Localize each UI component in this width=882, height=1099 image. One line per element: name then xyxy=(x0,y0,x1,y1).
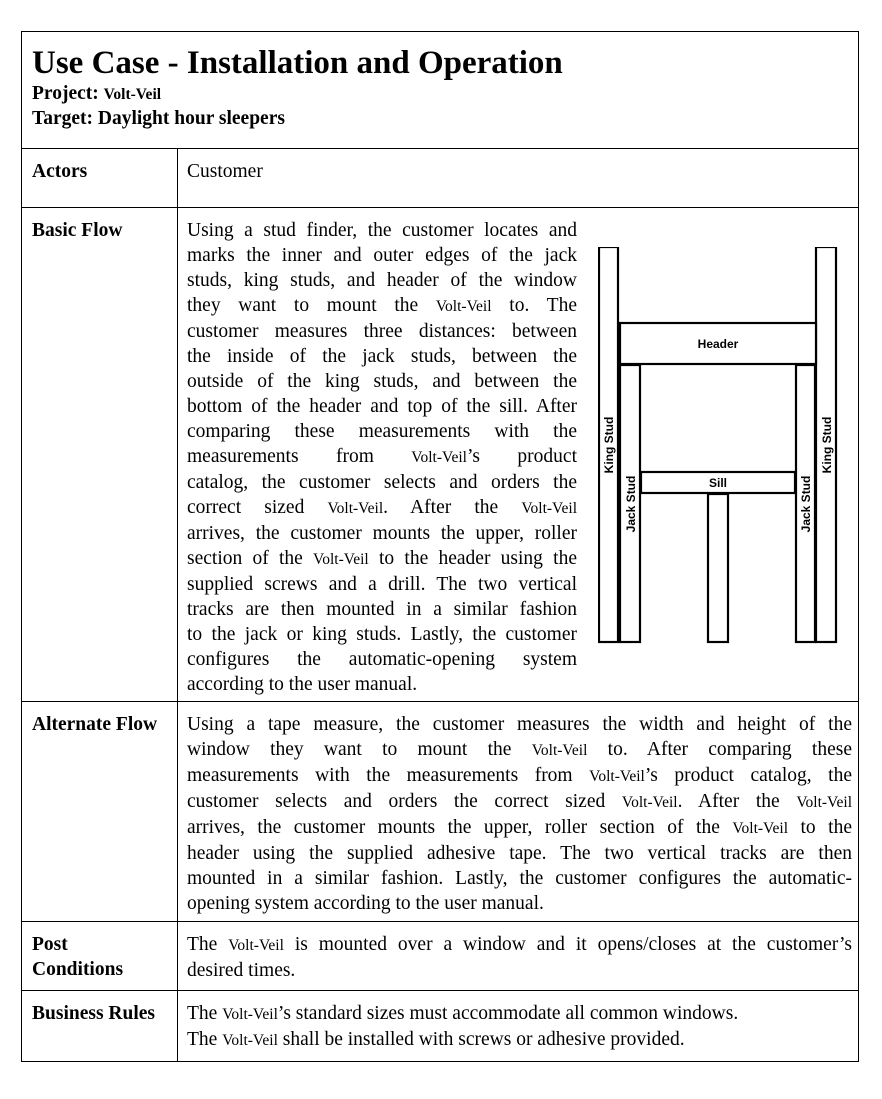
text-segment: to the header using the xyxy=(368,548,577,569)
text-segment: opening system according to the user manual. xyxy=(187,893,544,914)
text-line xyxy=(187,521,577,546)
text-line xyxy=(187,572,577,597)
post-conditions-label-line2: Conditions xyxy=(32,959,124,980)
text-segment: mounted in a similar fashion. Lastly, the customer configures the automatic- xyxy=(187,868,852,889)
business-rules-row xyxy=(22,991,858,1061)
target-label: Target: xyxy=(32,108,94,129)
text-line xyxy=(187,495,577,521)
text-line xyxy=(187,932,852,958)
text-segment: supplied screws and a drill. The two vertical xyxy=(187,574,577,595)
text-line xyxy=(187,369,577,394)
product-name: Volt-Veil xyxy=(411,449,467,466)
use-case-header xyxy=(22,32,858,149)
text-segment: ’s standard sizes must accommodate all common windows. xyxy=(277,1003,739,1024)
basic-flow-content xyxy=(178,208,858,701)
actors-row xyxy=(22,149,858,208)
actors-label: Actors xyxy=(22,149,178,207)
text-line xyxy=(187,546,577,572)
text-segment: the inside of the jack studs, between the xyxy=(187,346,577,367)
text-line xyxy=(187,763,852,789)
text-segment: . After the xyxy=(677,791,797,812)
alternate-flow-label: Alternate Flow xyxy=(22,702,178,921)
text-segment: ’s product xyxy=(467,446,577,467)
product-name: Volt-Veil xyxy=(228,937,284,954)
text-segment: is mounted over a window and it opens/closes at the customer’s xyxy=(283,934,852,955)
header-label: Header xyxy=(697,337,739,351)
text-line xyxy=(187,597,577,622)
text-line xyxy=(187,891,852,916)
text-segment: they want to mount the xyxy=(187,295,436,316)
text-line xyxy=(187,789,852,815)
text-segment: catalog, the customer selects and orders the xyxy=(187,472,577,493)
text-line xyxy=(187,841,852,866)
post-conditions-label xyxy=(22,922,178,990)
document-title: Use Case - Installation and Operation xyxy=(32,45,563,81)
text-line xyxy=(187,268,577,293)
text-segment: The xyxy=(187,934,229,955)
text-segment: tracks are then mounted in a similar fashion xyxy=(187,599,577,620)
king-stud-right-label: King Stud xyxy=(820,416,834,474)
text-segment: Using a stud finder, the customer locates and xyxy=(187,220,577,241)
use-case-table xyxy=(21,31,859,1062)
cripple-stud-shape xyxy=(708,494,728,642)
framing-svg xyxy=(598,247,848,667)
text-line xyxy=(187,672,577,697)
product-name: Volt-Veil xyxy=(521,500,578,517)
text-segment: to the jack or king studs. Lastly, the customer xyxy=(187,624,577,645)
text-segment: to. After comparing these xyxy=(587,739,852,760)
product-name: Volt-Veil xyxy=(589,768,645,785)
sill-label: Sill xyxy=(708,476,728,490)
text-line xyxy=(187,737,852,763)
text-line xyxy=(187,243,577,268)
text-segment: Using a tape measure, the customer measures the width and height of the xyxy=(187,714,852,735)
text-line xyxy=(187,866,852,891)
text-segment: to the xyxy=(788,817,852,838)
text-segment: according to the user manual. xyxy=(187,674,418,695)
text-line xyxy=(187,622,577,647)
product-name: Volt-Veil xyxy=(327,500,384,517)
product-name: Volt-Veil xyxy=(796,794,853,811)
text-segment: comparing these measurements with the xyxy=(187,421,577,442)
text-segment: configures the automatic-opening system xyxy=(187,649,577,670)
post-conditions-label-line1: Post xyxy=(32,934,68,955)
text-line xyxy=(187,419,577,444)
product-name: Volt-Veil xyxy=(313,551,369,568)
text-line xyxy=(187,1027,852,1053)
text-segment: bottom of the header and top of the sill. After xyxy=(187,396,577,417)
text-line xyxy=(187,712,852,737)
product-name: Volt-Veil xyxy=(222,1006,278,1023)
text-segment: header using the supplied adhesive tape. The two vertical tracks are then xyxy=(187,843,852,864)
text-line xyxy=(187,1001,852,1027)
text-segment: arrives, the customer mounts the upper, roller section of the xyxy=(187,817,733,838)
text-segment: customer measures three distances: between xyxy=(187,321,577,342)
jack-stud-right-label: Jack Stud xyxy=(799,475,813,533)
alternate-flow-text xyxy=(178,702,858,921)
text-segment: measurements with the measurements from xyxy=(187,765,590,786)
text-segment: correct sized xyxy=(187,497,328,518)
text-line xyxy=(187,218,577,243)
target-value: Daylight hour sleepers xyxy=(97,108,285,129)
text-segment: section of the xyxy=(187,548,314,569)
post-conditions-text xyxy=(178,922,858,990)
text-segment: shall be installed with screws or adhesive provided. xyxy=(277,1029,685,1050)
product-name: Volt-Veil xyxy=(222,1032,278,1049)
text-line xyxy=(187,958,852,983)
product-name: Volt-Veil xyxy=(435,298,492,315)
project-label: Project: xyxy=(32,83,99,104)
project-value: Volt-Veil xyxy=(103,86,162,103)
text-line xyxy=(187,344,577,369)
text-segment: The xyxy=(187,1029,223,1050)
actors-value: Customer xyxy=(187,161,263,182)
target-line xyxy=(32,107,848,131)
text-line xyxy=(187,444,577,470)
text-segment: desired times. xyxy=(187,960,296,981)
post-conditions-row xyxy=(22,922,858,991)
text-line xyxy=(187,319,577,344)
text-line xyxy=(187,394,577,419)
text-segment: arrives, the customer mounts the upper, roller xyxy=(187,523,577,544)
business-rules-label: Business Rules xyxy=(22,991,178,1061)
project-line xyxy=(32,82,848,107)
text-segment: to. The xyxy=(491,295,577,316)
text-segment: outside of the king studs, and between the xyxy=(187,371,577,392)
basic-flow-row xyxy=(22,208,858,702)
text-segment: ’s product catalog, the xyxy=(644,765,853,786)
text-line xyxy=(187,470,577,495)
product-name: Volt-Veil xyxy=(531,742,588,759)
text-segment: . After the xyxy=(383,497,522,518)
text-segment: studs, king studs, and header of the window xyxy=(187,270,577,291)
text-segment: measurements from xyxy=(187,446,412,467)
text-line xyxy=(187,647,577,672)
jack-stud-left-label: Jack Stud xyxy=(624,475,638,533)
text-segment: marks the inner and outer edges of the jack xyxy=(187,245,577,266)
product-name: Volt-Veil xyxy=(621,794,678,811)
text-line xyxy=(187,293,577,319)
text-segment: customer selects and orders the correct sized xyxy=(187,791,622,812)
king-stud-left-label: King Stud xyxy=(602,416,616,474)
window-framing-diagram xyxy=(577,218,852,693)
product-name: Volt-Veil xyxy=(732,820,789,837)
business-rules-text xyxy=(178,991,858,1061)
text-segment: The xyxy=(187,1003,223,1024)
basic-flow-text xyxy=(187,218,577,693)
alternate-flow-row xyxy=(22,702,858,922)
text-segment: window they want to mount the xyxy=(187,739,532,760)
text-line xyxy=(187,815,852,841)
basic-flow-label: Basic Flow xyxy=(22,208,178,701)
